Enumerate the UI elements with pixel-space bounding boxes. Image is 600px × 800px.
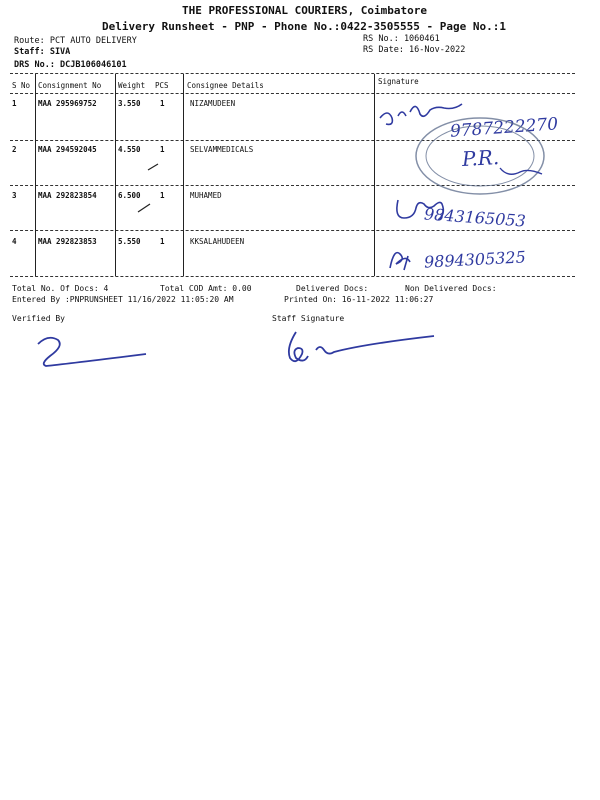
row-sno: 1 xyxy=(12,99,17,108)
row-consignee: MUHAMED xyxy=(190,191,222,200)
drs-number: DRS No.: DCJB106046101 xyxy=(14,60,127,70)
row1-signature xyxy=(380,104,462,124)
row-pcs: 1 xyxy=(160,191,165,200)
row-weight: 5.550 xyxy=(118,237,141,246)
verified-by-label: Verified By xyxy=(12,314,65,323)
staff-signature xyxy=(289,332,434,361)
tick-mark xyxy=(148,164,158,170)
row-consignee: NIZAMUDEEN xyxy=(190,99,236,108)
row-consignee: SELVAMMEDICALS xyxy=(190,145,254,154)
row-weight: 3.550 xyxy=(118,99,141,108)
rs-date: RS Date: 16-Nov-2022 xyxy=(363,45,466,55)
row-pcs: 1 xyxy=(160,237,165,246)
handwritten-phone: 9843165053 xyxy=(423,204,527,231)
row-consignment: MAA 294592045 xyxy=(38,145,97,154)
row4-signature xyxy=(390,253,410,270)
row-sno: 4 xyxy=(12,237,17,246)
verified-by-signature xyxy=(38,338,146,366)
row-consignment: MAA 292823854 xyxy=(38,191,97,200)
company-title: THE PROFESSIONAL COURIERS, Coimbatore xyxy=(182,4,428,17)
row-consignee: KKSALAHUDEEN xyxy=(190,237,245,246)
delivered-docs: Delivered Docs: xyxy=(296,284,369,293)
stamp-initials: P.R. xyxy=(461,145,500,171)
row-pcs: 1 xyxy=(160,145,165,154)
column-header-consignee: Consignee Details xyxy=(187,81,264,90)
column-header-signature: Signature xyxy=(378,77,419,86)
handwritten-phone: 9894305325 xyxy=(423,247,527,272)
route-text: Route: PCT AUTO DELIVERY xyxy=(14,36,137,46)
column-header-consignment: Consignment No xyxy=(38,81,102,90)
total-docs: Total No. Of Docs: 4 xyxy=(12,284,109,293)
column-header-pcs: PCS xyxy=(155,81,169,90)
tick-mark xyxy=(138,204,150,212)
non-delivered-docs: Non Delivered Docs: xyxy=(405,284,497,293)
column-header-sno: S No xyxy=(12,81,31,90)
column-header-weight: Weight xyxy=(118,81,146,90)
row-sno: 3 xyxy=(12,191,17,200)
row-consignment: MAA 292823853 xyxy=(38,237,97,246)
row3-signature xyxy=(397,200,443,220)
row-consignment: MAA 295969752 xyxy=(38,99,97,108)
delivery-stamp xyxy=(416,118,544,194)
staff-signature-label: Staff Signature xyxy=(272,314,345,323)
row-pcs: 1 xyxy=(160,99,165,108)
entered-by: Entered By :PNPRUNSHEET 11/16/2022 11:05:20 AM xyxy=(12,295,234,304)
runsheet-title: Delivery Runsheet - PNP - Phone No.:0422-3505555 - Page No.:1 xyxy=(102,20,506,33)
row-sno: 2 xyxy=(12,145,17,154)
printed-on: Printed On: 16-11-2022 11:06:27 xyxy=(284,295,434,304)
total-cod: Total COD Amt: 0.00 xyxy=(160,284,252,293)
stamp-scribble xyxy=(500,168,542,174)
row-weight: 6.500 xyxy=(118,191,141,200)
row-weight: 4.550 xyxy=(118,145,141,154)
staff-text: Staff: SIVA xyxy=(14,47,71,57)
handwritten-phone: 9787222270 xyxy=(449,114,559,142)
rs-number: RS No.: 1060461 xyxy=(363,34,440,44)
